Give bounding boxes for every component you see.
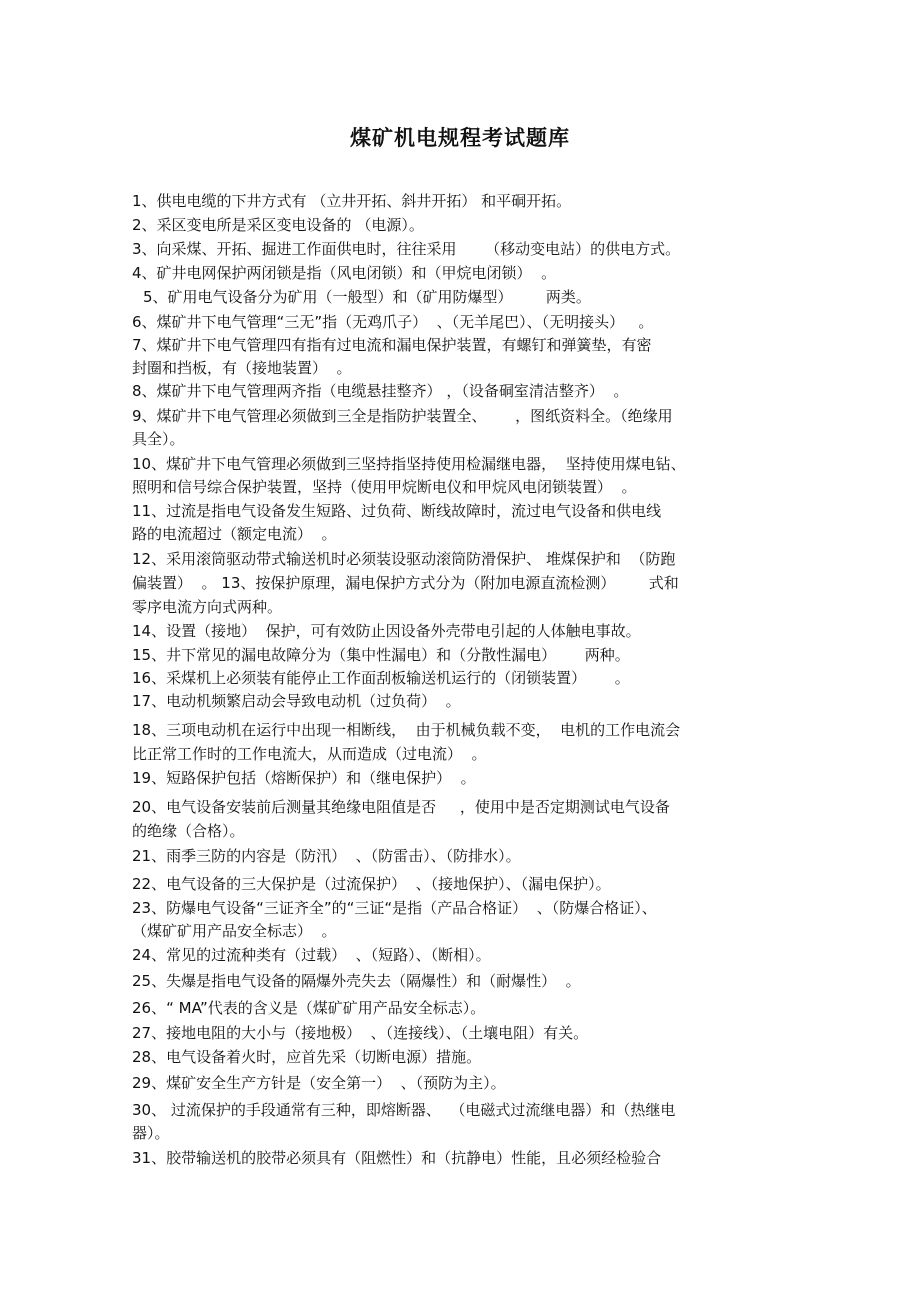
text-line: 30、 过流保护的手段通常有三种，即熔断器、 （电磁式过流继电器）和（热继电	[132, 1101, 676, 1119]
text-line: 18、三项电动机在运行中出现一相断线， 由于机械负载不变， 电机的工作电流会	[132, 721, 681, 739]
text-line: 14、设置（接地） 保护，可有效防止因设备外壳带电引起的人体触电事故。	[132, 622, 641, 640]
text-line: 17、电动机频繁启动会导致电动机（过负荷） 。	[132, 692, 461, 710]
text-line: 22、电气设备的三大保护是（过流保护） 、（接地保护）、（漏电保护）。	[132, 875, 611, 893]
text-line: （煤矿矿用产品安全标志） 。	[132, 922, 337, 940]
text-line: 7、煤矿井下电气管理四有指有过电流和漏电保护装置，有螺钉和弹簧垫，有密	[132, 336, 652, 354]
text-line: 照明和信号综合保护装置，坚持（使用甲烷断电仪和甲烷风电闭锁装置） 。	[132, 478, 637, 496]
text-line: 19、短路保护包括（熔断保护）和（继电保护） 。	[132, 769, 476, 787]
text-line: 比正常工作时的工作电流大，从而造成（过电流） 。	[132, 745, 487, 763]
text-line: 24、常见的过流种类有（过载） 、（短路）、（断相）。	[132, 946, 491, 964]
text-line: 9、煤矿井下电气管理必须做到三全是指防护装置全、 ，图纸资料全。（绝缘用	[132, 407, 673, 425]
text-line: 具全）。	[132, 430, 185, 448]
text-line: 28、电气设备着火时，应首先采（切断电源）措施。	[132, 1048, 482, 1066]
text-line: 1、供电电缆的下井方式有 （立井开拓、斜井开拓） 和平硐开拓。	[132, 192, 572, 210]
text-line: 器）。	[132, 1124, 170, 1142]
text-line: 11、过流是指电气设备发生短路、过负荷、断线故障时，流过电气设备和供电线	[132, 502, 662, 520]
text-line: 4、矿井电网保护两闭锁是指（风电闭锁）和（甲烷电闭锁） 。	[132, 264, 557, 282]
document-title: 煤矿机电规程考试题库	[350, 126, 570, 150]
text-line: 路的电流超过（额定电流） 。	[132, 525, 337, 543]
text-line: 3、向采煤、开拓、掘进工作面供电时，往往采用 （移动变电站）的供电方式。	[132, 240, 681, 258]
text-line: 26、“ MA”代表的含义是（煤矿矿用产品安全标志）。	[132, 999, 486, 1017]
text-line: 16、采煤机上必须装有能停止工作面刮板输送机运行的（闭锁装置） 。	[132, 669, 630, 687]
text-line: 2、采区变电所是采区变电设备的 （电源）。	[132, 216, 424, 234]
text-line: 25、失爆是指电气设备的隔爆外壳失去（隔爆性）和（耐爆性） 。	[132, 972, 581, 990]
text-line: 的绝缘（合格）。	[132, 822, 245, 840]
text-line: 21、雨季三防的内容是（防汛） 、（防雷击）、（防排水）。	[132, 847, 521, 865]
text-line: 8、煤矿井下电气管理两齐指（电缆悬挂整齐） ，（设备硐室清洁整齐） 。	[132, 382, 629, 400]
text-line: 封圈和挡板，有（接地装置） 。	[132, 359, 352, 377]
text-line: 5、矿用电气设备分为矿用（一般型）和（矿用防爆型） 两类。	[143, 288, 591, 306]
text-line: 29、煤矿安全生产方针是（安全第一） 、（预防为主）。	[132, 1074, 506, 1092]
text-line: 20、电气设备安装前后测量其绝缘电阻值是否 ，使用中是否定期测试电气设备	[132, 798, 670, 816]
text-line: 12、采用滚筒驱动带式输送机时必须装设驱动滚筒防滑保护、 堆煤保护和 （防跑	[132, 550, 676, 568]
text-line: 6、煤矿井下电气管理“三无”指（无鸡爪子） 、（无羊尾巴）、（无明接头） 。	[132, 313, 654, 331]
text-line: 偏装置） 。 13、按保护原理，漏电保护方式分为（附加电源直流检测） 式和	[132, 574, 679, 592]
text-line: 零序电流方向式两种。	[132, 598, 283, 616]
text-line: 10、煤矿井下电气管理必须做到三坚持指坚持使用检漏继电器， 坚持使用煤电钻、	[132, 455, 686, 473]
text-line: 27、接地电阻的大小与（接地极） 、（连接线）、（土壤电阻）有关。	[132, 1024, 589, 1042]
text-line: 31、胶带输送机的胶带必须具有（阻燃性）和（抗静电）性能，且必须经检验合	[132, 1149, 662, 1167]
text-line: 23、防爆电气设备“三证齐全”的“三证“是指（产品合格证） 、（防爆合格证）、	[132, 899, 657, 917]
text-line: 15、井下常见的漏电故障分为（集中性漏电）和（分散性漏电） 两种。	[132, 646, 630, 664]
